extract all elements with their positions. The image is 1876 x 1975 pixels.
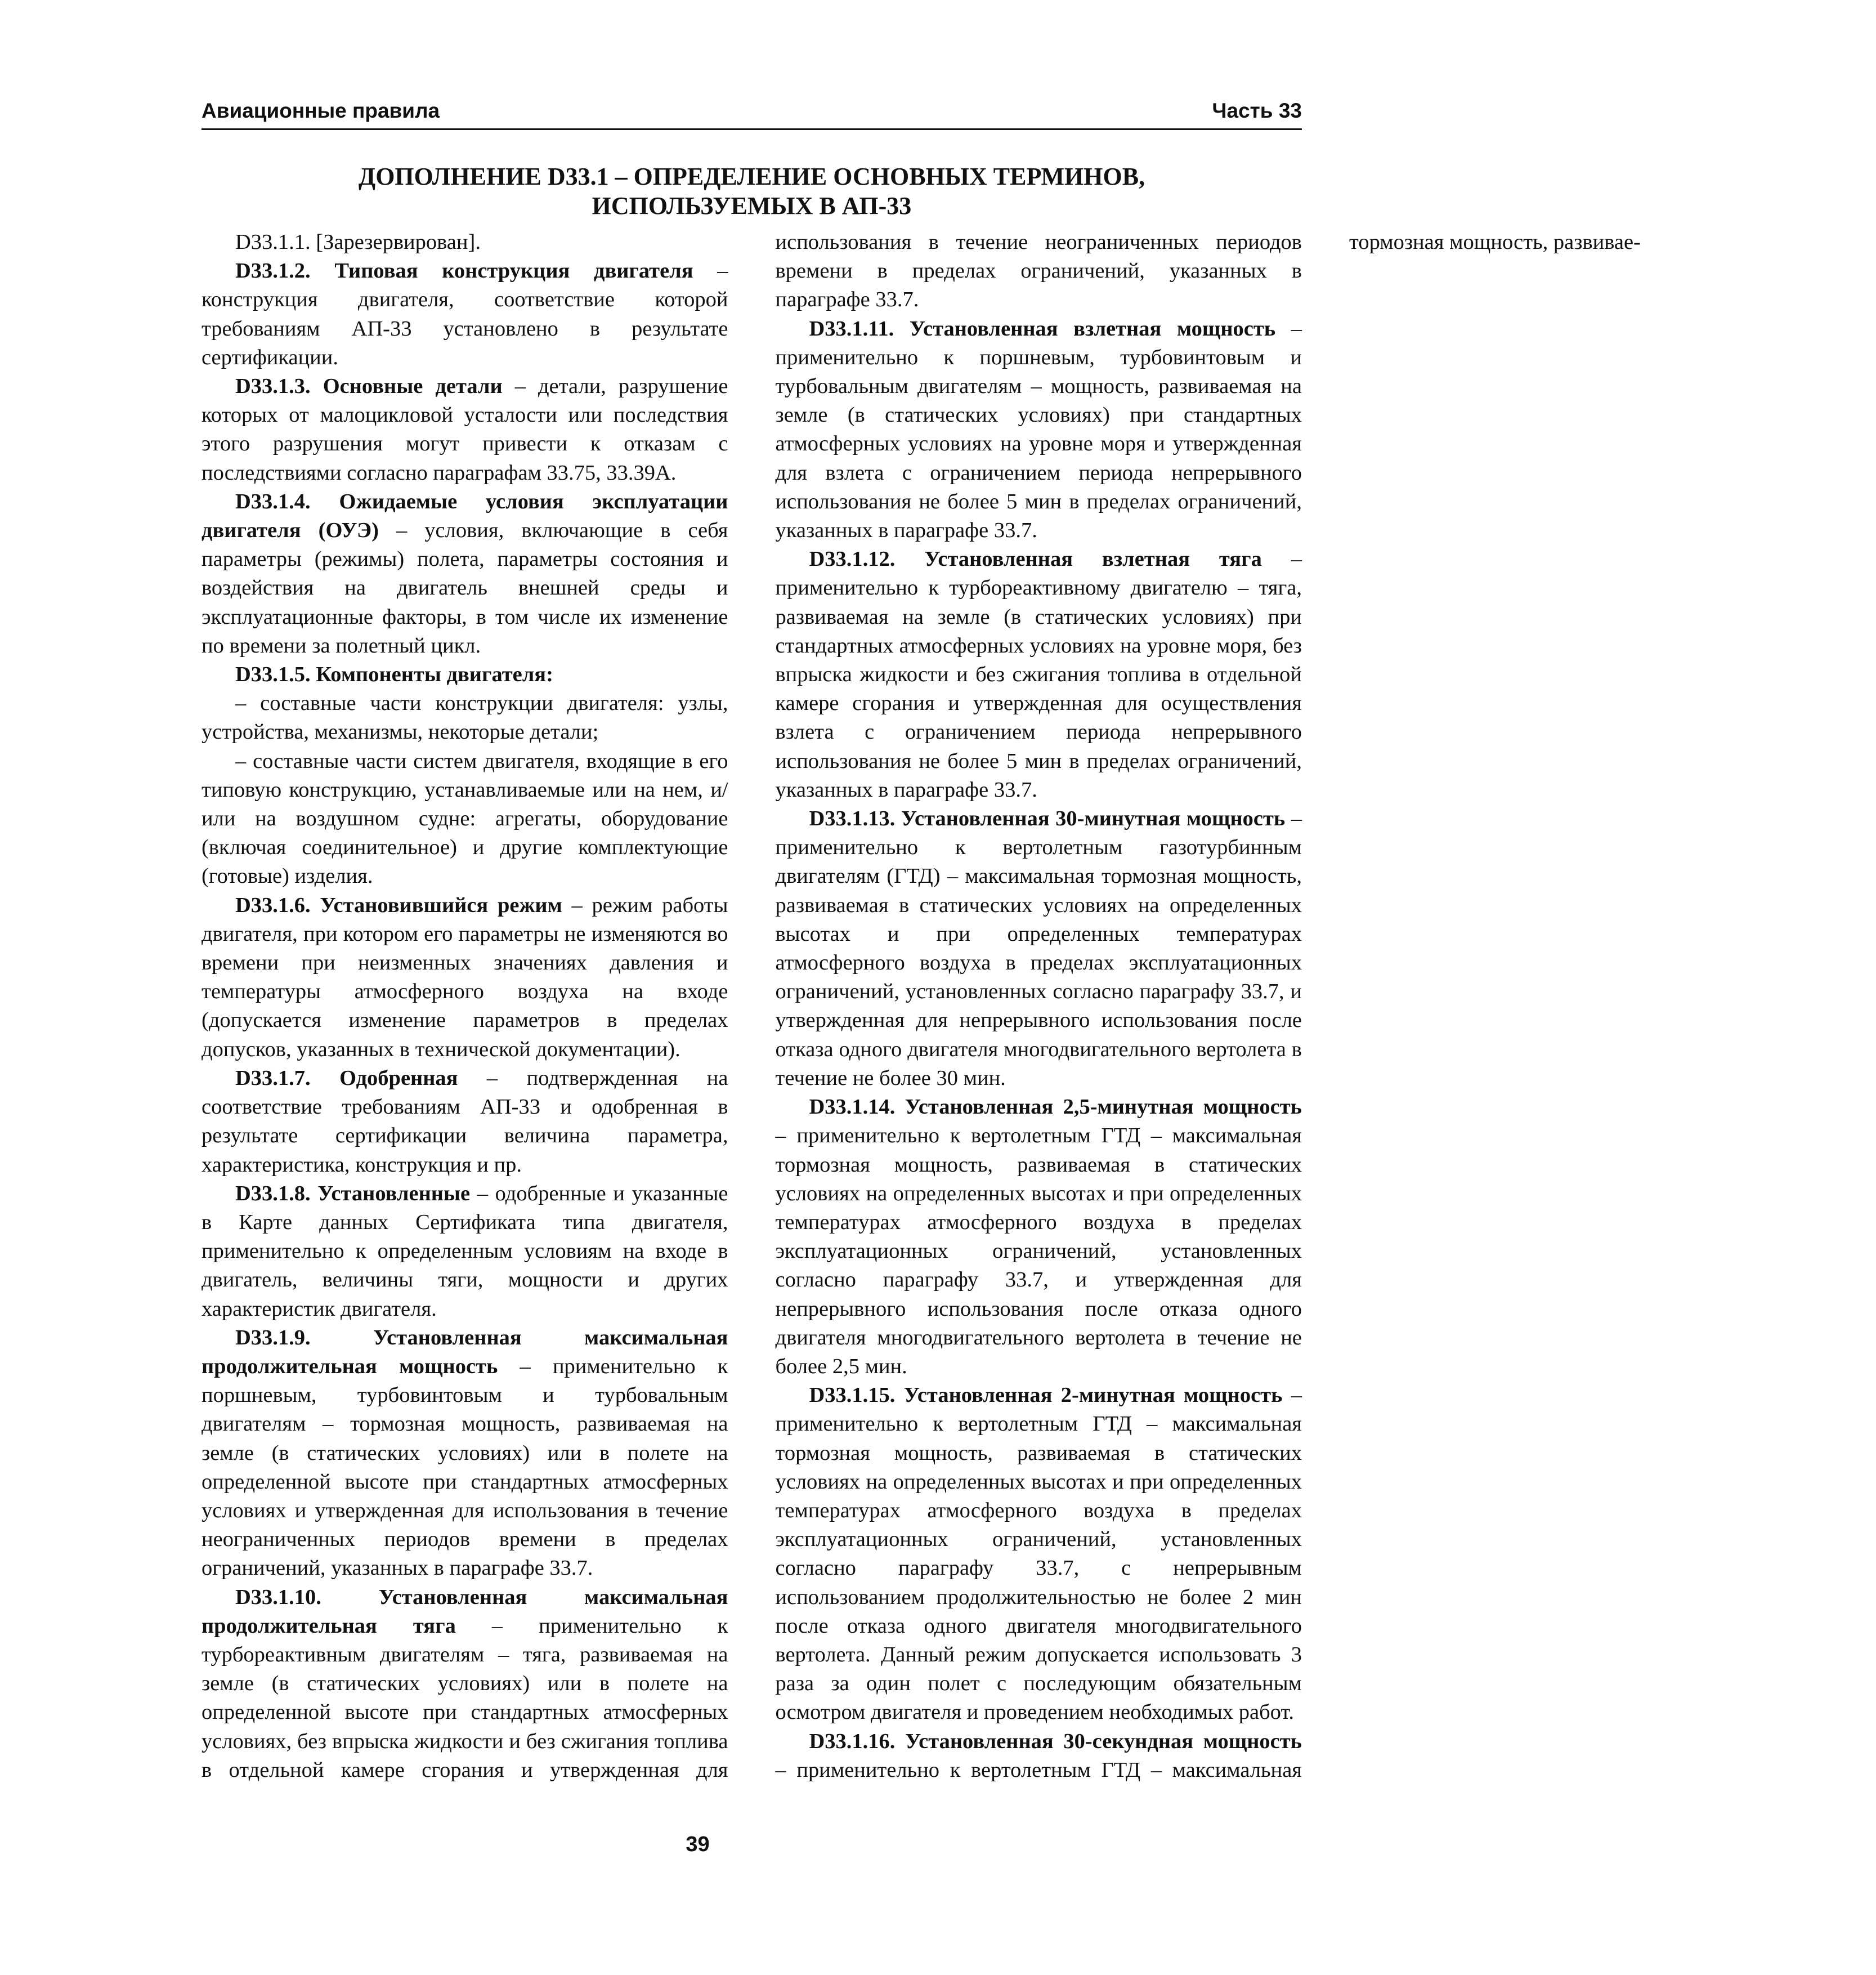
definition-text: – применительно к вертолетным газотурбинным двигателям (ГТД) – максимальная тормозная мощность, развиваемая в статических условиях на определенных высотах и при определенных температурах атмосферного воздуха в пределах эксплуатационных ограничений, установленных согласно параграфу 33.7, и утвержденная для непрерывного использования после отказа одного двигателя многодвигательного вертолета в течение не более 30 мин. bbox=[775, 807, 1302, 1090]
definition-term: D33.1.16. Установленная 30-секундная мощность bbox=[809, 1729, 1302, 1753]
definition-text: D33.1.1. [Зарезервирован]. bbox=[235, 230, 481, 254]
definition-paragraph bbox=[776, 1093, 1302, 1381]
definition-term: D33.1.2. Типовая конструкция двигателя bbox=[235, 259, 693, 283]
definition-term: D33.1.8. Установленные bbox=[235, 1181, 471, 1205]
section-title-line-2: ИСПОЛЬЗУЕМЫХ В АП-33 bbox=[592, 192, 912, 220]
section-title bbox=[202, 162, 1302, 221]
definition-paragraph bbox=[202, 1179, 728, 1324]
definition-text: – составные части конструкции двигателя: узлы, устройства, механизмы, некоторые детали; bbox=[202, 691, 728, 744]
definition-term: D33.1.11. Установленная взлетная мощность bbox=[809, 316, 1276, 341]
definition-paragraph bbox=[202, 488, 728, 660]
definition-term: D33.1.14. Установленная 2,5-минутная мощность bbox=[809, 1095, 1302, 1119]
definition-text: – режим работы двигателя, при котором его параметры не изменяются во времени при неизменных значениях давления и температуры атмосферного воздуха на входе (допускается изменение параметров в пределах допусков, указанных в технической документации). bbox=[202, 893, 728, 1061]
definition-text: – составные части систем двигателя, входящие в его типовую конструкцию, устанавливаемые или на нем, и/или на воздушном судне: агрегаты, оборудование (включая соединительное) и другие комплектующие (готовые) изделия. bbox=[202, 749, 728, 888]
header-right-part: Часть 33 bbox=[1212, 99, 1302, 122]
definition-text: – условия, включающие в себя параметры (режимы) полета, параметры состояния и воздействия на двигатель внешней среды и эксплуатационные факторы, в том числе их изменение по времени за полетный цикл. bbox=[202, 519, 728, 658]
definition-term: D33.1.10. Установленная максимальная продолжительная тяга bbox=[202, 1585, 728, 1638]
definition-term: D33.1.13. Установленная 30-минутная мощность bbox=[809, 807, 1286, 831]
definition-paragraph bbox=[202, 228, 728, 257]
definition-paragraph bbox=[202, 372, 728, 488]
page-number: 39 bbox=[686, 1833, 710, 1856]
definition-text: – применительно к турбореактивным двигателям – тяга, развиваемая на земле (в статических условиях) или в полете на определенной высоте при стандартных атмосферных условиях, без впрыска жидкости и без сжигания топлива в отдельной камере сгорания и утвержденная для использования в течение неограниченных периодов времени в пределах ограничений, указанных в параграфе 33.7. bbox=[202, 230, 1302, 1782]
definition-term: D33.1.9. Установленная максимальная продолжительная мощность bbox=[202, 1325, 728, 1378]
definition-text: – применительно к поршневым, турбовинтовым и турбовальным двигателям – тормозная мощность, развиваемая на земле (в статических условиях) или в полете на определенной высоте при стандартных атмосферных условиях и утвержденная для использования в течение неограниченных периодов времени в пределах ограничений, указанных в параграфе 33.7. bbox=[202, 1354, 728, 1580]
definition-text: – применительно к вертолетным ГТД – максимальная тормозная мощность, развиваемая в статических условиях на определенных высотах и при определенных температурах атмосферного воздуха в пределах эксплуатационных ограничений, установленных согласно параграфу 33.7, и утвержденная для непрерывного использования после отказа одного двигателя многодвигательного вертолета в течение не более 2,5 мин. bbox=[775, 1124, 1302, 1378]
definition-paragraph bbox=[776, 315, 1302, 546]
definition-paragraph bbox=[202, 1064, 728, 1179]
definition-term: D33.1.4. Ожидаемые условия эксплуатации двигателя (ОУЭ) bbox=[202, 489, 728, 543]
definition-paragraph bbox=[202, 747, 728, 891]
definition-text: – применительно к вертолетным ГТД – максимальная тормозная мощность, развивае- bbox=[775, 230, 1641, 1782]
definition-paragraph bbox=[202, 660, 728, 689]
header-left-title: Авиационные правила bbox=[202, 99, 440, 122]
definition-term: D33.1.15. Установленная 2-минутная мощность bbox=[809, 1383, 1283, 1407]
definition-text: – конструкция двигателя, соответствие которой требованиям АП-33 установлено в результате сертификации. bbox=[202, 259, 728, 369]
definition-text: – применительно к вертолетным ГТД – максимальная тормозная мощность, развиваемая в статических условиях на определенных высотах и при определенных температурах атмосферного воздуха в пределах эксплуатационных ограничений, установленных согласно параграфу 33.7, с непрерывным использованием продолжительностью не более 2 мин после отказа одного двигателя многодвигательного вертолета. Данный режим допускается использовать 3 раза за один полет с последующим обязательным осмотром двигателя и проведением необходимых работ. bbox=[775, 1383, 1302, 1724]
definition-text: – одобренные и указанные в Карте данных Сертификата типа двигателя, применительно к определенным условиям на входе в двигатель, величины тяги, мощности и других характеристик двигателя. bbox=[202, 1181, 728, 1321]
definition-term: D33.1.6. Установившийся режим bbox=[235, 893, 562, 917]
definition-paragraph bbox=[776, 805, 1302, 1093]
definition-paragraph bbox=[202, 689, 728, 747]
two-column-body bbox=[202, 228, 1641, 1789]
definition-paragraph bbox=[202, 257, 728, 372]
definition-text: – применительно к турбореактивному двигателю – тяга, развиваемая на земле (в статических условиях) при стандартных атмосферных условиях на уровне моря, без впрыска жидкости и без сжигания топлива в отдельной камере сгорания и утвержденная для осуществления взлета с ограничением периода непрерывного использования не более 5 мин в пределах ограничений, указанных в параграфе 33.7. bbox=[775, 547, 1302, 802]
definition-text: – применительно к поршневым, турбовинтовым и турбовальным двигателям – мощность, развиваемая на земле (в статических условиях) при стандартных атмосферных условиях на уровне моря и утвержденная для взлета с ограничением периода непрерывного использования не более 5 мин в пределах ограничений, указанных в параграфе 33.7. bbox=[775, 316, 1302, 543]
definition-text: – детали, разрушение которых от малоцикловой усталости или последствия этого разрушения могут привести к отказам с последствиями согласно параграфам 33.75, 33.39А. bbox=[202, 374, 728, 485]
definition-term: D33.1.3. Основные детали bbox=[235, 374, 503, 399]
definition-term: D33.1.12. Установленная взлетная тяга bbox=[809, 547, 1262, 571]
section-title-line-1: ДОПОЛНЕНИЕ D33.1 – ОПРЕДЕЛЕНИЕ ОСНОВНЫХ ТЕРМИНОВ, bbox=[358, 163, 1145, 190]
definition-paragraph bbox=[776, 1381, 1302, 1727]
definition-paragraph bbox=[202, 891, 728, 1064]
running-header bbox=[202, 89, 1302, 130]
definition-paragraph bbox=[202, 1324, 728, 1583]
definition-term: D33.1.5. Компоненты двигателя: bbox=[235, 663, 553, 687]
definition-paragraph bbox=[776, 545, 1302, 805]
definition-text: – подтвержденная на соответствие требованиям АП-33 и одобренная в результате сертификации величина параметра, характеристика, конструкция и пр. bbox=[202, 1066, 728, 1177]
definition-term: D33.1.7. Одобренная bbox=[235, 1066, 458, 1090]
